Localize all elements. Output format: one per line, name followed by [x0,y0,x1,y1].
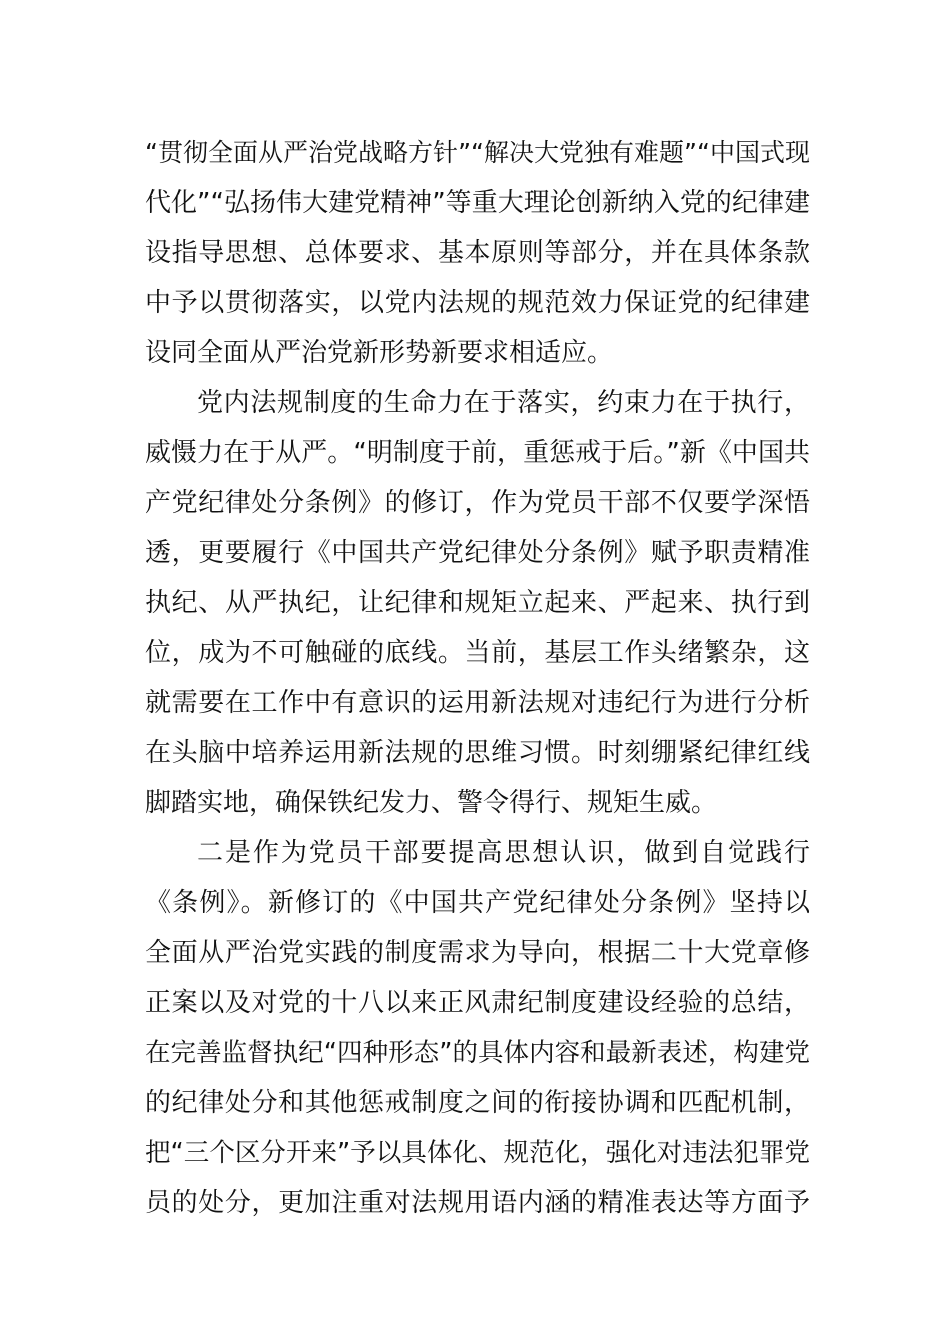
text-line: 产党纪律处分条例》的修订，作为党员干部不仅要学深悟 [145,488,810,518]
text-line: 威慑力在于从严。“明制度于前，重惩戒于后。”新《中国共 [145,438,810,468]
text-line: 执纪、从严执纪，让纪律和规矩立起来、严起来、执行到 [145,588,810,618]
text-line: 脚踏实地，确保铁纪发力、警令得行、规矩生威。 [145,788,718,818]
text-line: 设指导思想、总体要求、基本原则等部分，并在具体条款 [145,238,810,268]
text-line: 代化”“弘扬伟大建党精神”等重大理论创新纳入党的纪律建 [145,188,810,218]
text-line: 在头脑中培养运用新法规的思维习惯。时刻绷紧纪律红线 [145,738,810,768]
text-line: 把“三个区分开来”予以具体化、规范化，强化对违法犯罪党 [145,1138,810,1168]
text-line: 透，更要履行《中国共产党纪律处分条例》赋予职责精准 [145,538,810,568]
text-line: 全面从严治党实践的制度需求为导向，根据二十大党章修 [145,938,810,968]
text-line: 设同全面从严治党新形势新要求相适应。 [145,338,614,368]
text-line: 党内法规制度的生命力在于落实，约束力在于执行， [197,388,810,418]
text-line: “贯彻全面从严治党战略方针”“解决大党独有难题”“中国式现 [145,138,810,167]
text-line: 二是作为党员干部要提高思想认识，做到自觉践行 [197,838,810,868]
text-line: 员的处分，更加注重对法规用语内涵的精准表达等方面予 [145,1188,810,1218]
text-line: 的纪律处分和其他惩戒制度之间的衔接协调和匹配机制， [145,1088,810,1118]
text-line: 在完善监督执纪“四种形态”的具体内容和最新表述，构建党 [145,1038,810,1068]
body-text [145,128,810,1228]
text-line: 《条例》。新修订的《中国共产党纪律处分条例》坚持以 [145,888,810,918]
text-line: 正案以及对党的十八以来正风肃纪制度建设经验的总结， [145,988,810,1018]
text-line: 就需要在工作中有意识的运用新法规对违纪行为进行分析 [145,688,810,718]
text-line: 中予以贯彻落实，以党内法规的规范效力保证党的纪律建 [145,288,810,318]
text-line: 位，成为不可触碰的底线。当前，基层工作头绪繁杂，这 [145,638,810,668]
